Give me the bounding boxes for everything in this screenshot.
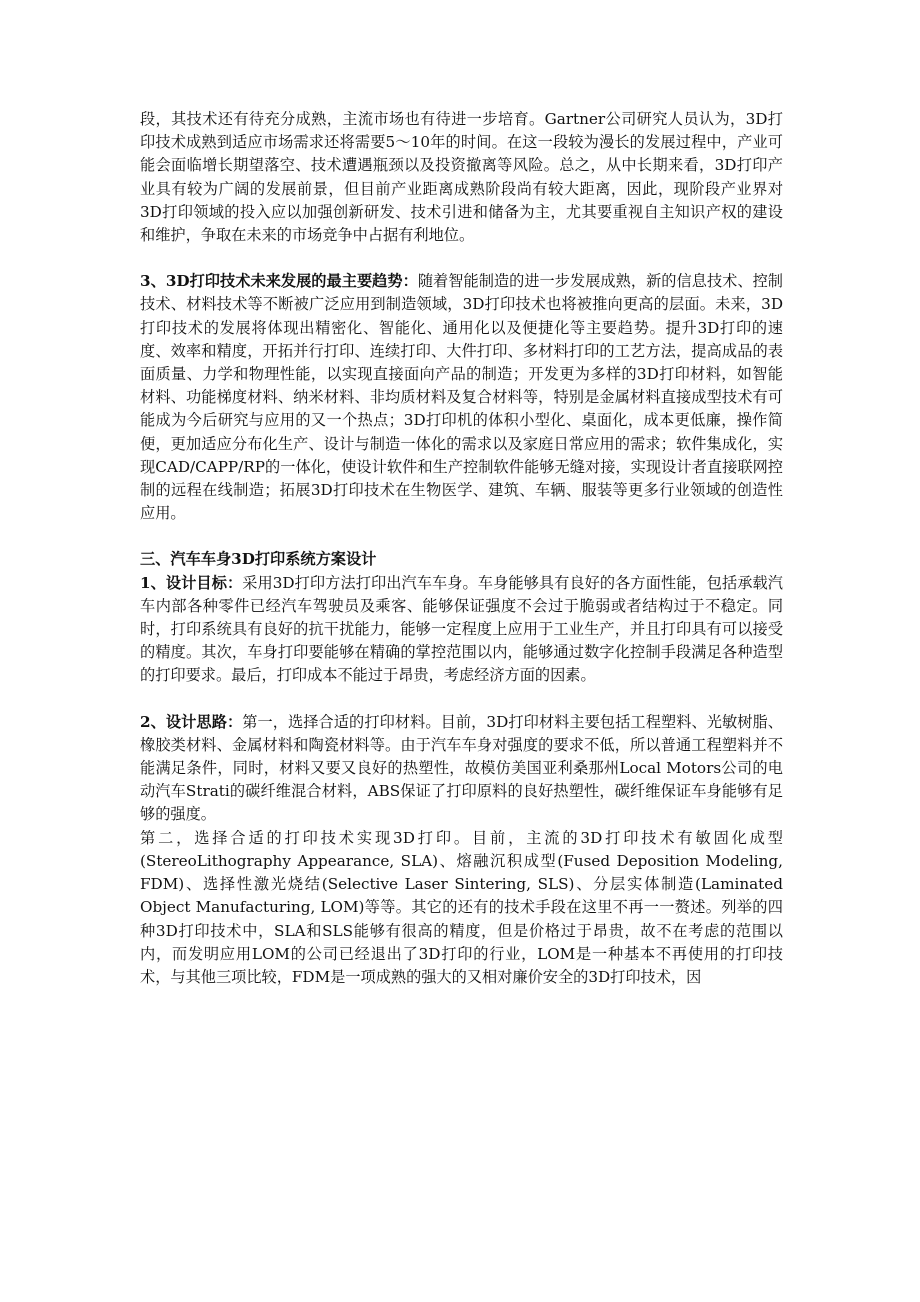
idea-lead-label: 2、设计思路： (140, 712, 243, 731)
paragraph-future-trends (140, 270, 783, 525)
trend-body-text: 随着智能制造的进一步发展成熟，新的信息技术、控制技术、材料技术等不断被广泛应用到制造领域，3D打印技术也将被推向更高的层面。未来，3D打印技术的发展将体现出精密化、智能化、通用化以及便捷化等主要趋势。提升3D打印的速度、效率和精度，开拓并行打印、连续打印、大件打印、多材料打印的工艺方法，提高成品的表面质量、力学和物理性能，以实现直接面向产品的制造；开发更为多样的3D打印材料，如智能材料、功能梯度材料、纳米材料、非均质材料及复合材料等，特别是金属材料直接成型技术有可能成为今后研究与应用的又一个热点；3D打印机的体积小型化、桌面化，成本更低廉，操作简便，更加适应分布化生产、设计与制造一体化的需求以及家庭日常应用的需求；软件集成化，实现CAD/CAPP/RP的一体化，使设计软件和生产控制软件能够无缝对接，实现设计者直接联网控制的远程在线制造；拓展3D打印技术在生物医学、建筑、车辆、服装等更多行业领域的创造性应用。 (140, 272, 783, 523)
paragraph-market-outlook: 段，其技术还有待充分成熟，主流市场也有待进一步培育。Gartner公司研究人员认为，3D打印技术成熟到适应市场需求还将需要5～10年的时间。在这一段较为漫长的发展过程中，产业可能会面临增长期望落空、技术遭遇瓶颈以及投资撤离等风险。总之，从中长期来看，3D打印产业具有较为广阔的发展前景，但目前产业距离成熟阶段尚有较大距离，因此，现阶段产业界对3D打印领域的投入应以加强创新研发、技术引进和储备为主，尤其要重视自主知识产权的建设和维护，争取在未来的市场竞争中占据有利地位。 (140, 110, 783, 245)
paragraph-gap (140, 525, 783, 548)
idea-body-text: 第一，选择合适的打印材料。目前，3D打印材料主要包括工程塑料、光敏树脂、橡胶类材料、金属材料和陶瓷材料等。由于汽车车身对强度的要求不低，所以普通工程塑料并不能满足条件，同时，材料又要又良好的热塑性，故模仿美国亚利桑那州Local Motors公司的电动汽车Strati的碳纤维混合材料，ABS保证了打印原料的良好热塑性，碳纤维保证车身能够有足够的强度。 (140, 712, 783, 824)
trend-lead-label: 3、3D打印技术未来发展的最主要趋势： (140, 272, 418, 291)
paragraph-design-goal (140, 572, 783, 688)
paragraph-printing-technology: 第二，选择合适的打印技术实现3D打印。目前，主流的3D打印技术有敏固化成型(StereoLithography Appearance, SLA)、熔融沉积成型(Fused Deposition Modeling, FDM)、选择性激光烧结(Selective Laser Sintering, SLS)、分层实体制造(Laminated Object Manufacturing, LOM)等等。其它的还有的技术手段在这里不再一一赘述。列举的四种3D打印技术中，SLA和SLS能够有很高的精度，但是价格过于昂贵，故不在考虑的范围以内，而发明应用LOM的公司已经退出了3D打印的行业，LOM是一种基本不再使用的打印技术，与其他三项比较，FDM是一项成熟的强大的又相对廉价安全的3D打印技术，因 (140, 828, 783, 986)
paragraph-gap (140, 247, 783, 270)
paragraph-design-idea (140, 711, 783, 827)
goal-body-text: 采用3D打印方法打印出汽车车身。车身能够具有良好的各方面性能，包括承载汽车内部各种零件已经汽车驾驶员及乘客、能够保证强度不会过于脆弱或者结构过于不稳定。同时，打印系统具有良好的抗干扰能力，能够一定程度上应用于工业生产，并且打印具有可以接受的精度。其次，车身打印要能够在精确的掌控范围以内，能够通过数字化控制手段满足各种造型的打印要求。最后，打印成本不能过于昂贵，考虑经济方面的因素。 (140, 573, 783, 685)
document-page (140, 108, 783, 989)
paragraph-gap (140, 688, 783, 711)
section-heading: 三、汽车车身3D打印系统方案设计 (140, 550, 377, 569)
goal-lead-label: 1、设计目标： (140, 573, 243, 592)
